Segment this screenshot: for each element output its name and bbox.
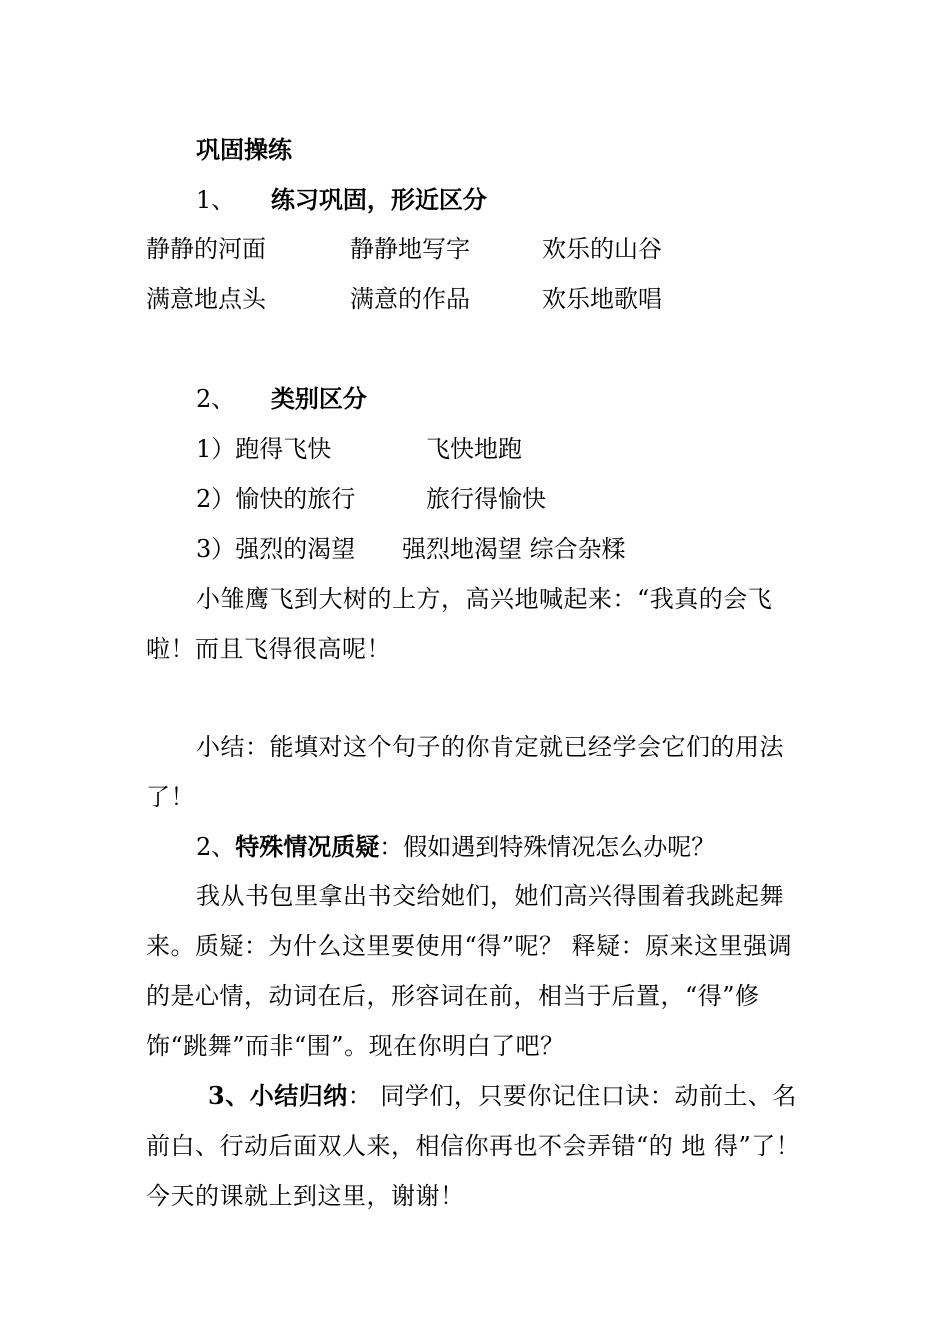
special-case-line <box>196 832 715 862</box>
item-left: 1）跑得飞快 <box>196 435 332 463</box>
section2-number: 2、 <box>196 385 236 413</box>
special-label: 特殊情况质疑 <box>235 832 380 861</box>
item-left: 3）强烈的渴望 <box>196 535 356 563</box>
grid-cell: 满意地点头 <box>146 285 266 313</box>
special-text: ：假如遇到特殊情况怎么办呢？ <box>379 833 716 861</box>
item-right: 旅行得愉快 <box>426 485 546 513</box>
item-right: 飞快地跑 <box>426 435 522 463</box>
grid-cell: 静静的河面 <box>146 235 266 263</box>
grid-cell: 满意的作品 <box>350 285 470 313</box>
grid-cell: 静静地写字 <box>350 235 470 263</box>
section2-header <box>196 384 367 414</box>
special-number: 2、 <box>196 833 236 861</box>
page-heading: 巩固操练 <box>196 135 292 164</box>
section1-number: 1、 <box>196 186 236 214</box>
grid-cell: 欢乐的山谷 <box>542 235 662 263</box>
item-left: 2）愉快的旅行 <box>196 485 356 513</box>
conclusion-text: ： 同学们，只要你记住口诀：动前土、名前白、行动后面双人来，相信你再也不会弄错“的 地 得”了！今天的课就上到这里，谢谢！ <box>146 1082 801 1210</box>
section1-header <box>196 185 487 215</box>
section1-title: 练习巩固，形近区分 <box>270 185 487 214</box>
conclusion-label: 3、小结归纳 <box>208 1081 348 1110</box>
grid-cell: 欢乐地歌唱 <box>542 285 662 313</box>
paragraph-summary: 小结：能填对这个句子的你肯定就已经学会它们的用法了！ <box>146 733 784 811</box>
paragraph-eagle: 小雏鹰飞到大树的上方，高兴地喊起来：“我真的会飞啦！而且飞得很高呢！ <box>146 585 773 663</box>
paragraph-book: 我从书包里拿出书交给她们，她们高兴得围着我跳起舞来。质疑：为什么这里要使用“得”呢？ 释疑：原来这里强调的是心情，动词在后，形容词在前，相当于后置，“得”修饰“跳舞”而非“围”。现在你明白了吧？ <box>146 882 793 1060</box>
item-right: 强烈地渴望 综合杂糅 <box>402 535 626 563</box>
section2-title: 类别区分 <box>270 384 367 413</box>
paragraph-conclusion <box>146 1071 814 1221</box>
